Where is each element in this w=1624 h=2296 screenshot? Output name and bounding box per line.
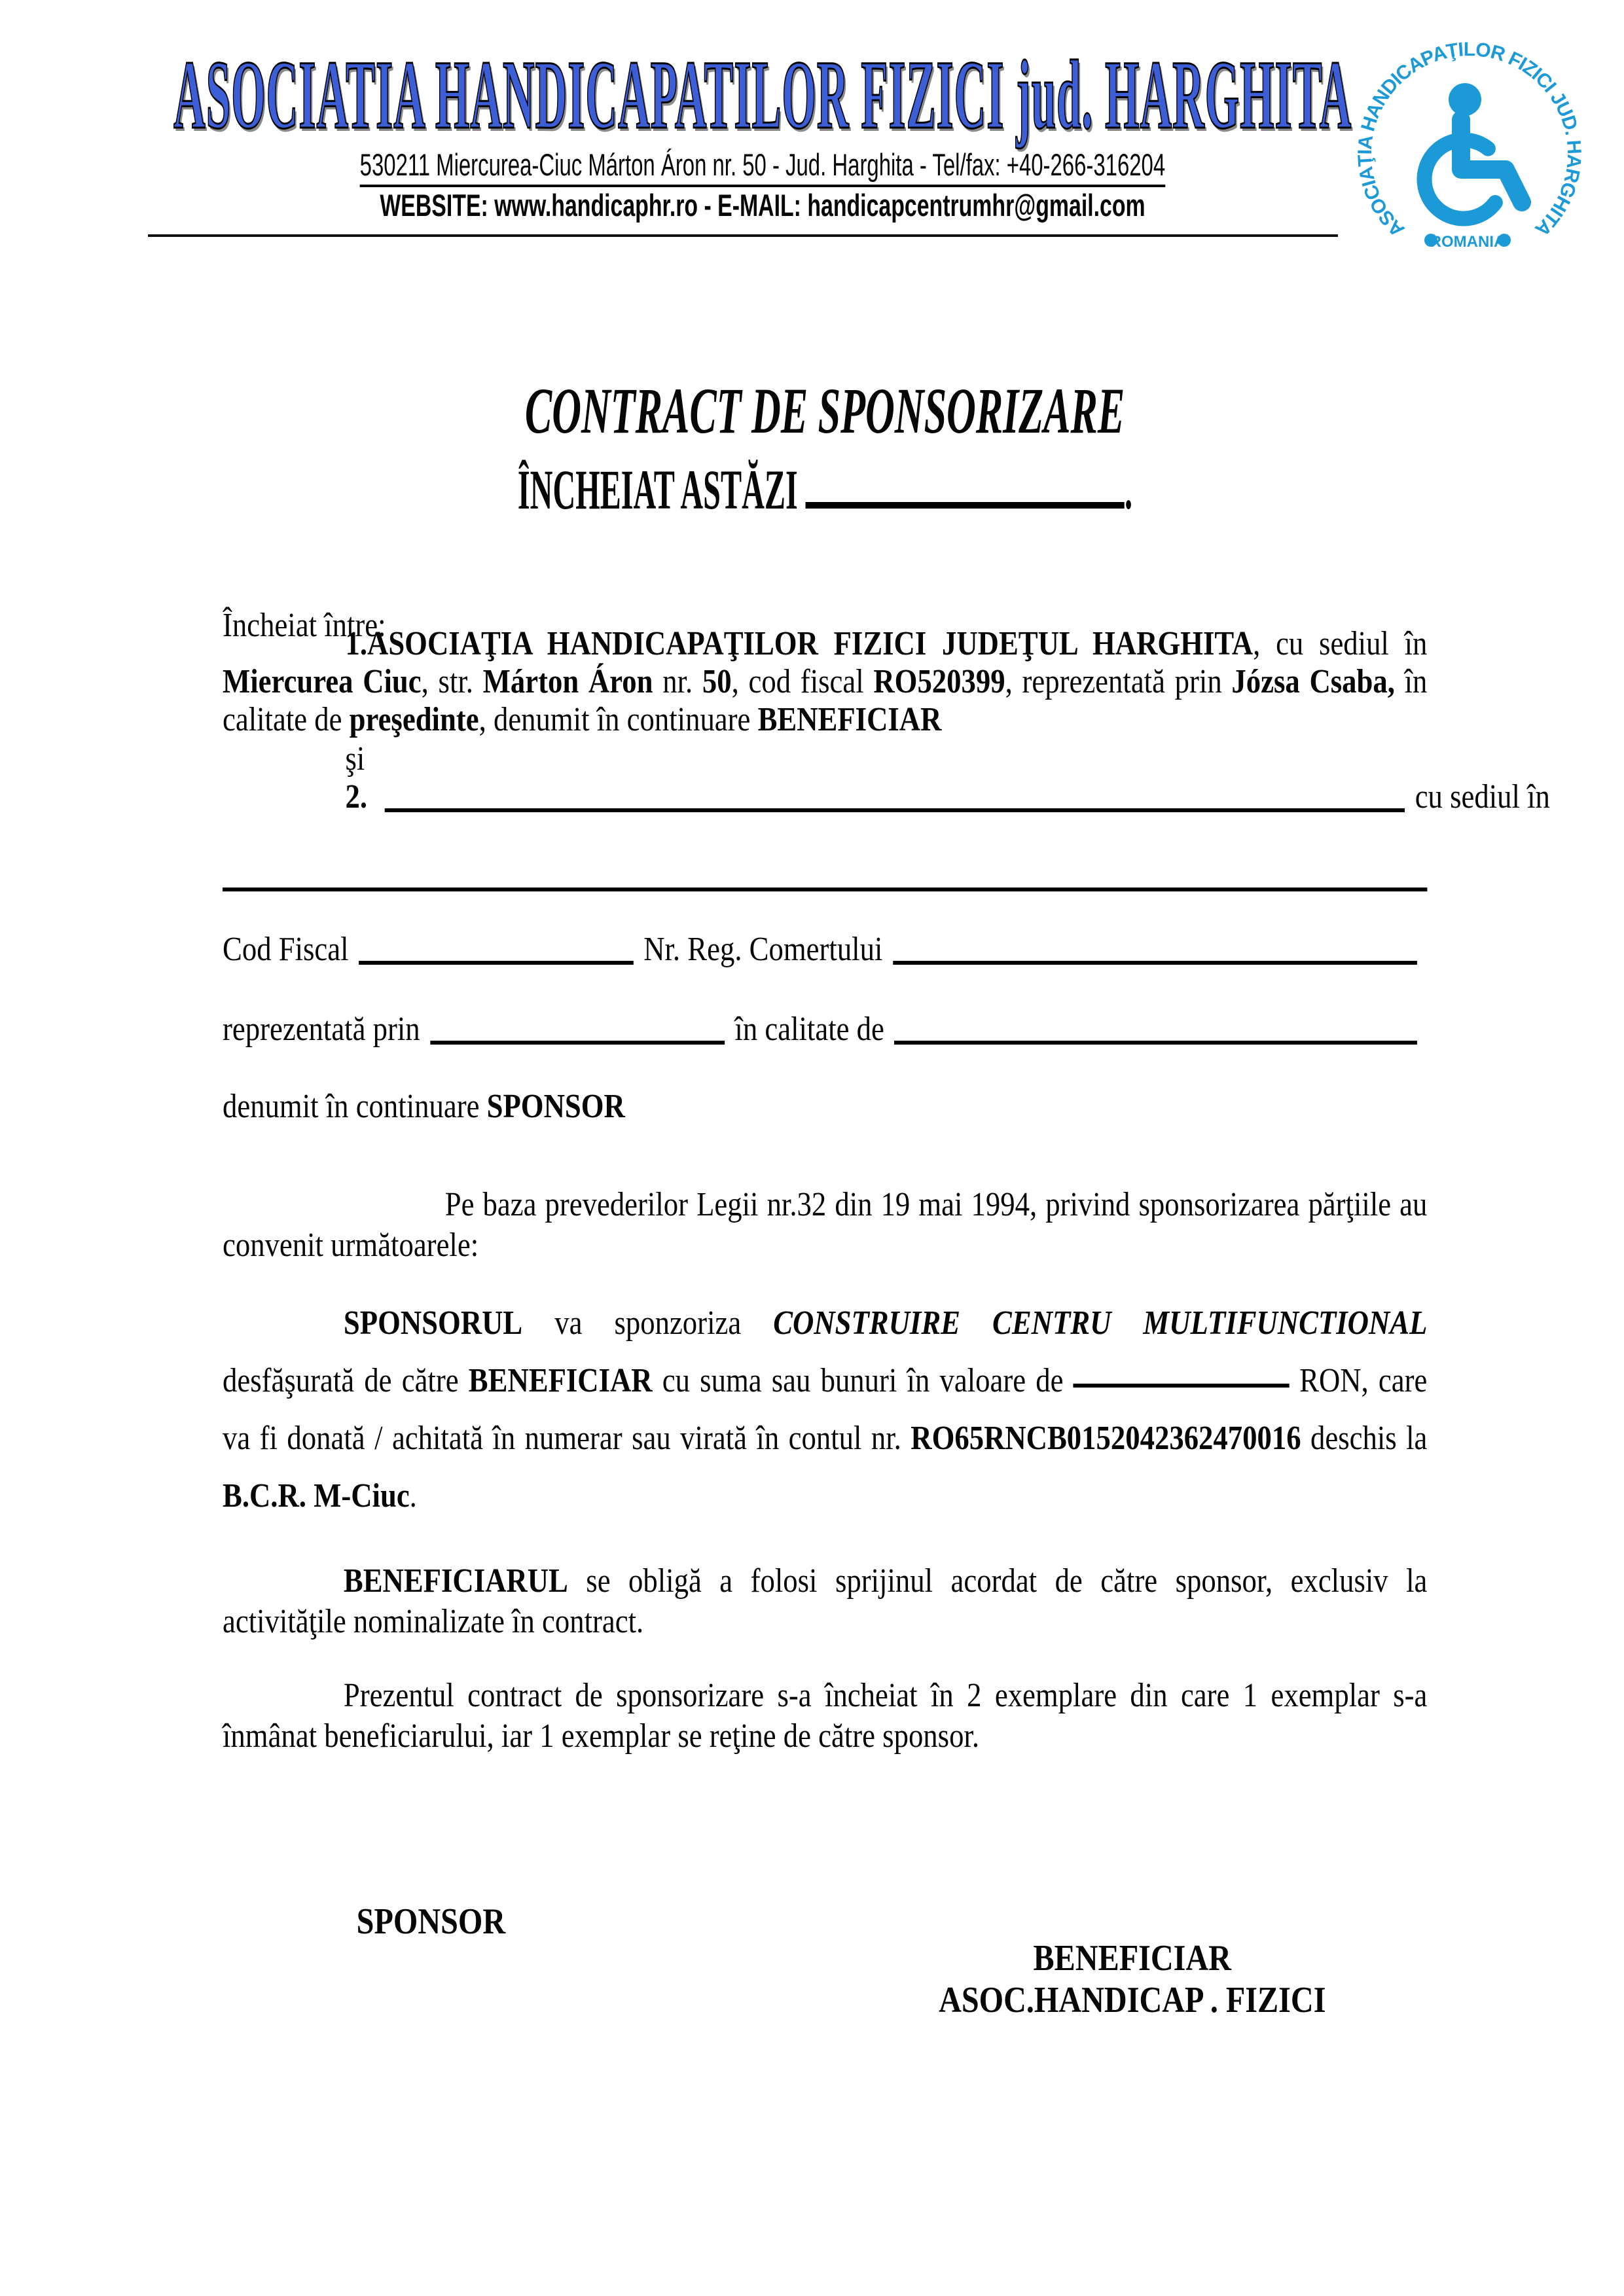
text-segment: , cu sediul în xyxy=(1253,625,1428,662)
blank-line xyxy=(430,1012,725,1045)
legal-basis-paragraph: Pe baza prevederilor Legii nr.32 din 19 mai 1994, privind sponsorizarea părţiile au convenit următoarele: xyxy=(223,1186,1428,1264)
text-segment: Cod Fiscal xyxy=(223,931,349,968)
org-contact-line: WEBSITE: www.handicaphr.ro - E-MAIL: handicapcentrumhr@gmail.com xyxy=(380,188,1146,223)
text-segment: SPONSORUL xyxy=(343,1304,523,1342)
text-segment: denumit în continuare xyxy=(223,1088,487,1125)
text-segment: cu suma sau bunuri în valoare de xyxy=(652,1362,1074,1399)
text-segment: 50 xyxy=(702,663,732,700)
text-segment: RON, care va fi donată / achitată în numerar sau virată în contul nr. xyxy=(223,1362,1428,1457)
text-segment: va sponzoriza xyxy=(522,1304,774,1342)
text-segment: . xyxy=(409,1477,417,1515)
text-segment: Józsa Csaba, xyxy=(1231,663,1395,700)
beneficiary-signature-label: BENEFICIAR xyxy=(1033,1938,1231,1979)
org-address-line: 530211 Miercurea-Ciuc Márton Áron nr. 50 - Jud. Harghita - Tel/fax: +40-266-316204 xyxy=(360,148,1165,187)
text-segment: , denumit în continuare xyxy=(478,701,758,738)
text-segment: B.C.R. M-Ciuc xyxy=(223,1477,410,1515)
text-segment: se obligă a folosi sprijinul acordat de către sponsor, exclusiv la activităţile nominalizate în contract. xyxy=(223,1562,1428,1640)
text-segment: în calitate de xyxy=(734,1011,884,1048)
text-segment: reprezentată prin xyxy=(223,1011,420,1048)
and-conjunction: şi xyxy=(345,740,365,778)
blank-line xyxy=(894,1012,1417,1045)
blank-fill-line xyxy=(223,857,1427,894)
text-segment: , cod fiscal xyxy=(731,663,874,700)
text-segment: în calitate de xyxy=(223,663,1428,738)
text-segment: RO65RNCB0152042362470016 xyxy=(911,1420,1301,1457)
logo-ring-text: ASOCIAŢIA HANDICAPAŢILOR FIZICI JUD. HARGHITA xyxy=(1354,39,1585,241)
logo-country-label: ROMANIA xyxy=(1430,233,1506,251)
text-segment: Miercurea Ciuc xyxy=(223,663,422,700)
text-segment: . xyxy=(1124,458,1132,521)
text-segment: , reprezentată prin xyxy=(1005,663,1232,700)
text-segment: ÎNCHEIAT ASTĂZI xyxy=(517,458,806,521)
beneficiary-obligation-paragraph xyxy=(223,1561,1427,1642)
text-segment: SPONSOR xyxy=(486,1088,625,1125)
wheelchair-icon xyxy=(1424,83,1522,219)
blank-line xyxy=(1074,1355,1290,1388)
beneficiary-org-label: ASOC.HANDICAP . FIZICI xyxy=(939,1980,1326,2020)
copies-clause-paragraph xyxy=(223,1676,1427,1757)
blank-line xyxy=(385,780,1405,812)
text-segment: preşedinte xyxy=(349,701,479,738)
sponsor-signature-label: SPONSOR xyxy=(356,1901,506,1942)
text-segment: BENEFICIARUL xyxy=(343,1562,568,1600)
text-segment: 1.ASOCIAŢIA HANDICAPAŢILOR FIZICI JUDEŢUL HARGHITA xyxy=(345,625,1254,662)
text-segment: BENEFICIAR xyxy=(757,701,942,738)
text-segment: Nr. Reg. Comertului xyxy=(643,931,883,968)
text-segment: deschis la xyxy=(1301,1420,1428,1457)
wheelchair-body xyxy=(1461,120,1522,202)
text-segment: BENEFICIAR xyxy=(468,1362,653,1399)
text-segment: nr. xyxy=(653,663,702,700)
document-title: CONTRACT DE SPONSORIZARE xyxy=(524,374,1125,447)
sponsorship-clause-paragraph xyxy=(223,1295,1427,1525)
beneficiary-signature-block xyxy=(923,1937,1342,2021)
intro-line: Încheiat între: xyxy=(223,607,386,644)
text-segment: 2. xyxy=(345,778,375,816)
cod-fiscal-line xyxy=(223,929,1427,970)
party2-line xyxy=(223,777,1550,817)
org-name-heading: ASOCIATIA HANDICAPATILOR FIZICI jud. HARGHITA xyxy=(173,41,1352,149)
text-segment: CONSTRUIRE CENTRU MULTIFUNCTIONAL xyxy=(773,1304,1428,1342)
text-segment: , str. xyxy=(421,663,483,700)
text-segment: Prezentul contract de sponsorizare s-a încheiat în 2 exemplare din care 1 exemplar s-a înmânat beneficiarului, iar 1 exemplar se reţine de către sponsor. xyxy=(223,1677,1428,1755)
text-segment: Márton Áron xyxy=(482,663,653,700)
text-segment: cu sediul în xyxy=(1415,778,1550,816)
blank-line xyxy=(359,932,634,965)
sponsor-designation-line xyxy=(223,1086,1427,1127)
wheelchair-head xyxy=(1449,83,1481,116)
blank-line xyxy=(893,932,1417,965)
representative-line xyxy=(223,1009,1427,1050)
text-segment: desfăşurată de către xyxy=(223,1362,469,1399)
party1-paragraph xyxy=(223,625,1427,739)
blank-line xyxy=(223,859,1427,891)
text-segment: RO520399 xyxy=(873,663,1005,700)
